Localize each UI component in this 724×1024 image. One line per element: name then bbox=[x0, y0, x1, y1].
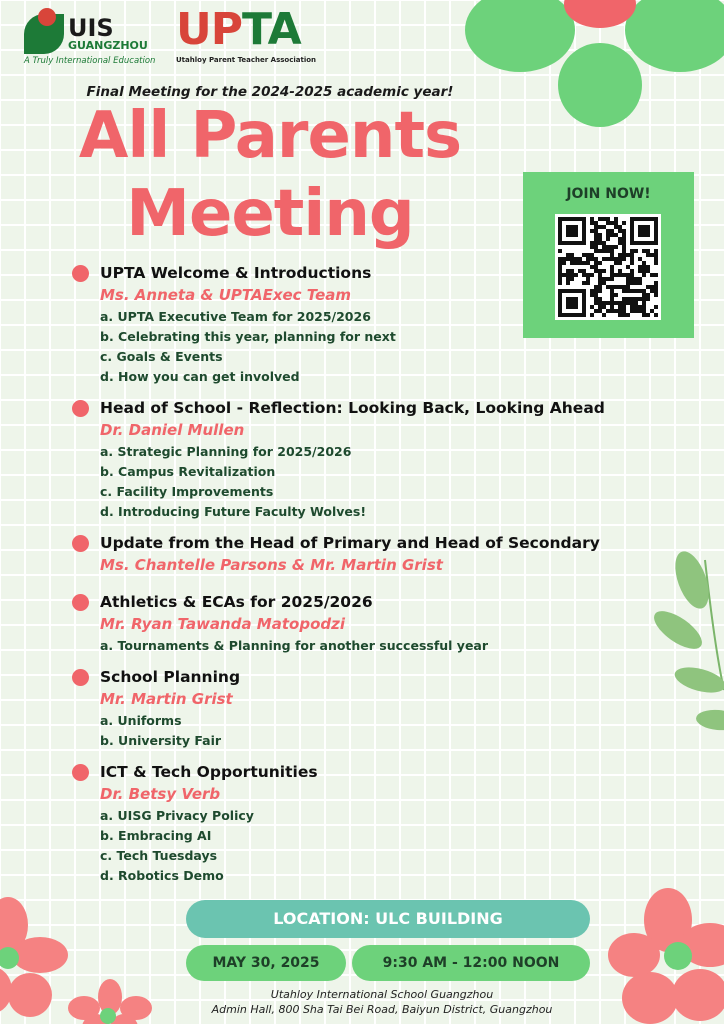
agenda-item: b. University Fair bbox=[100, 733, 222, 748]
agenda-section-speaker: Ms. Chantelle Parsons & Mr. Martin Grist bbox=[100, 556, 443, 574]
bullet-dot-icon bbox=[72, 669, 89, 686]
upta-logo-letters bbox=[176, 6, 301, 54]
agenda-item: d. How you can get involved bbox=[100, 369, 300, 384]
agenda-item: a. UPTA Executive Team for 2025/2026 bbox=[100, 309, 371, 324]
bullet-dot-icon bbox=[72, 594, 89, 611]
agenda-section-speaker: Mr. Martin Grist bbox=[100, 690, 233, 708]
upta-logo-subtitle: Utahloy Parent Teacher Association bbox=[176, 56, 317, 64]
agenda-section-title: Head of School - Reflection: Looking Back, Looking Ahead bbox=[100, 399, 605, 417]
agenda-item: a. UISG Privacy Policy bbox=[100, 808, 254, 823]
agenda-section-title: Update from the Head of Primary and Head of Secondary bbox=[100, 534, 600, 552]
agenda-section bbox=[72, 591, 632, 656]
footer-school-name: Utahloy International School Guangzhou bbox=[270, 988, 494, 1001]
agenda-section bbox=[72, 666, 632, 751]
agenda-section-speaker: Ms. Anneta & UPTAExec Team bbox=[100, 286, 352, 304]
uis-logo-city: GUANGZHOU bbox=[68, 39, 148, 52]
upta-letter: U bbox=[176, 4, 211, 55]
join-now-label: JOIN NOW! bbox=[566, 186, 651, 202]
address-footer bbox=[150, 987, 614, 1017]
agenda-item: b. Embracing AI bbox=[100, 828, 212, 843]
location-badge: LOCATION: ULC BUILDING bbox=[186, 900, 590, 938]
agenda-section bbox=[72, 761, 632, 886]
agenda-section-title: UPTA Welcome & Introductions bbox=[100, 264, 372, 282]
agenda-item: b. Celebrating this year, planning for next bbox=[100, 329, 396, 344]
bullet-dot-icon bbox=[72, 535, 89, 552]
bullet-dot-icon bbox=[72, 265, 89, 282]
agenda-list bbox=[72, 262, 632, 886]
agenda-section bbox=[72, 262, 632, 387]
upta-letter: P bbox=[210, 4, 242, 55]
meeting-subtitle: Final Meeting for the 2024-2025 academic year! bbox=[86, 84, 454, 100]
agenda-section-title: ICT & Tech Opportunities bbox=[100, 763, 318, 781]
agenda-item: a. Tournaments & Planning for another successful year bbox=[100, 638, 489, 653]
agenda-item: a. Uniforms bbox=[100, 713, 182, 728]
upta-letter: T bbox=[241, 4, 268, 55]
bullet-dot-icon bbox=[72, 764, 89, 781]
agenda-item: c. Facility Improvements bbox=[100, 484, 274, 499]
time-badge: 9:30 AM - 12:00 NOON bbox=[352, 945, 590, 981]
agenda-section bbox=[72, 532, 632, 577]
agenda-section-speaker: Mr. Ryan Tawanda Matopodzi bbox=[100, 615, 345, 633]
page-title-line-2: Meeting bbox=[126, 177, 414, 251]
footer-address: Admin Hall, 800 Sha Tai Bei Road, Baiyun District, Guangzhou bbox=[211, 1003, 553, 1016]
agenda-section-speaker: Dr. Betsy Verb bbox=[100, 785, 221, 803]
upta-letter: A bbox=[267, 4, 301, 55]
agenda-section bbox=[72, 397, 632, 522]
agenda-item: d. Robotics Demo bbox=[100, 868, 224, 883]
uis-logo-tagline: A Truly International Education bbox=[24, 56, 156, 66]
agenda-item: b. Campus Revitalization bbox=[100, 464, 276, 479]
date-badge: MAY 30, 2025 bbox=[186, 945, 346, 981]
uis-ball-icon bbox=[38, 8, 56, 26]
agenda-section-title: Athletics & ECAs for 2025/2026 bbox=[100, 593, 373, 611]
bullet-dot-icon bbox=[72, 400, 89, 417]
agenda-item: c. Tech Tuesdays bbox=[100, 848, 218, 863]
agenda-section-speaker: Dr. Daniel Mullen bbox=[100, 421, 245, 439]
uis-logo-name: UIS bbox=[68, 14, 114, 42]
upta-logo bbox=[176, 4, 317, 70]
uis-guangzhou-logo bbox=[24, 6, 174, 68]
agenda-section-title: School Planning bbox=[100, 668, 241, 686]
page-title-line-1: All Parents bbox=[78, 99, 462, 173]
agenda-item: d. Introducing Future Faculty Wolves! bbox=[100, 504, 367, 519]
agenda-item: a. Strategic Planning for 2025/2026 bbox=[100, 444, 352, 459]
agenda-item: c. Goals & Events bbox=[100, 349, 223, 364]
